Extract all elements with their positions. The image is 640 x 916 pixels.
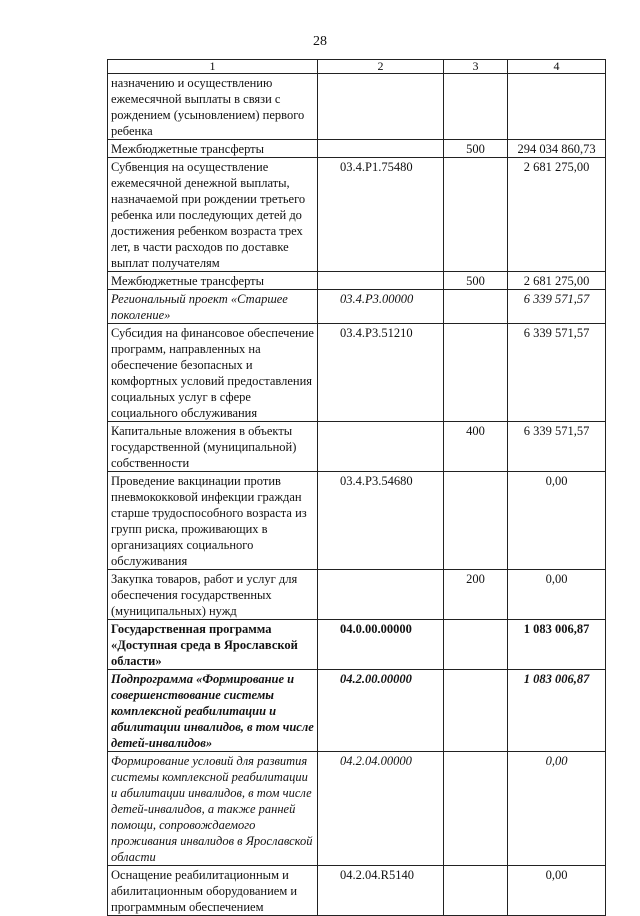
- table-row: [108, 158, 606, 272]
- row-code: [318, 140, 444, 158]
- row-expense-type: 200: [444, 570, 508, 620]
- row-name: Межбюджетные трансферты: [108, 140, 318, 158]
- row-name: Оснащение реабилитационным и абилитационным оборудованием и программным обеспечением: [108, 866, 318, 916]
- row-amount: 0,00: [508, 472, 606, 570]
- column-header: 1: [108, 60, 318, 74]
- table-row: [108, 752, 606, 866]
- row-expense-type: [444, 620, 508, 670]
- table-row: [108, 324, 606, 422]
- table-row: [108, 290, 606, 324]
- table-row: [108, 620, 606, 670]
- row-code: [318, 272, 444, 290]
- row-expense-type: [444, 74, 508, 140]
- row-amount: 1 083 006,87: [508, 670, 606, 752]
- row-name: Межбюджетные трансферты: [108, 272, 318, 290]
- row-expense-type: [444, 752, 508, 866]
- row-expense-type: [444, 472, 508, 570]
- row-name: Проведение вакцинации против пневмококковой инфекции граждан старше трудоспособного возраста из групп риска, проживающих в организациях социального обслуживания: [108, 472, 318, 570]
- row-code: 03.4.P3.51210: [318, 324, 444, 422]
- row-expense-type: [444, 670, 508, 752]
- row-code: 03.4.P3.54680: [318, 472, 444, 570]
- row-name: Субвенция на осуществление ежемесячной денежной выплаты, назначаемой при рождении третьего ребенка или последующих детей до достижения ребенком возраста трех лет, в части расходов по доставке выплат получателям: [108, 158, 318, 272]
- row-expense-type: 500: [444, 272, 508, 290]
- row-code: 04.2.04.R5140: [318, 866, 444, 916]
- row-amount: 0,00: [508, 866, 606, 916]
- table-row: [108, 140, 606, 158]
- row-code: [318, 74, 444, 140]
- row-amount: 294 034 860,73: [508, 140, 606, 158]
- row-expense-type: [444, 866, 508, 916]
- row-amount: 0,00: [508, 570, 606, 620]
- row-name: Субсидия на финансовое обеспечение программ, направленных на обеспечение безопасных и комфортных условий предоставления социальных услуг в сфере социального обслуживания: [108, 324, 318, 422]
- row-amount: 2 681 275,00: [508, 272, 606, 290]
- row-amount: 2 681 275,00: [508, 158, 606, 272]
- row-expense-type: [444, 324, 508, 422]
- budget-table: [107, 59, 606, 916]
- table-row: [108, 670, 606, 752]
- row-code: 04.0.00.00000: [318, 620, 444, 670]
- row-amount: 6 339 571,57: [508, 422, 606, 472]
- row-code: [318, 422, 444, 472]
- table-row: [108, 472, 606, 570]
- row-amount: 6 339 571,57: [508, 290, 606, 324]
- row-amount: [508, 74, 606, 140]
- table-row: [108, 272, 606, 290]
- row-name: Подпрограмма «Формирование и совершенствование системы комплексной реабилитации и абилитации инвалидов, в том числе детей-инвалидов»: [108, 670, 318, 752]
- table-row: [108, 866, 606, 916]
- row-amount: 6 339 571,57: [508, 324, 606, 422]
- row-amount: 0,00: [508, 752, 606, 866]
- row-name: Закупка товаров, работ и услуг для обеспечения государственных (муниципальных) нужд: [108, 570, 318, 620]
- row-expense-type: [444, 158, 508, 272]
- row-code: 04.2.04.00000: [318, 752, 444, 866]
- table-row: [108, 74, 606, 140]
- table-header-row: [108, 60, 606, 74]
- row-name: назначению и осуществлению ежемесячной выплаты в связи с рождением (усыновлением) первого ребенка: [108, 74, 318, 140]
- row-code: 03.4.P1.75480: [318, 158, 444, 272]
- row-expense-type: 400: [444, 422, 508, 472]
- page-number: 28: [313, 34, 327, 49]
- row-name: Государственная программа «Доступная среда в Ярославской области»: [108, 620, 318, 670]
- row-expense-type: [444, 290, 508, 324]
- row-code: 03.4.P3.00000: [318, 290, 444, 324]
- column-header: 2: [318, 60, 444, 74]
- row-name: Капитальные вложения в объекты государственной (муниципальной) собственности: [108, 422, 318, 472]
- column-header: 4: [508, 60, 606, 74]
- table-row: [108, 422, 606, 472]
- table-row: [108, 570, 606, 620]
- row-name: Формирование условий для развития системы комплексной реабилитации и абилитации инвалидов, в том числе детей-инвалидов, а также ранней помощи, сопровождаемого проживания инвалидов в Ярославской области: [108, 752, 318, 866]
- row-expense-type: 500: [444, 140, 508, 158]
- row-amount: 1 083 006,87: [508, 620, 606, 670]
- column-header: 3: [444, 60, 508, 74]
- row-code: [318, 570, 444, 620]
- row-code: 04.2.00.00000: [318, 670, 444, 752]
- row-name: Региональный проект «Старшее поколение»: [108, 290, 318, 324]
